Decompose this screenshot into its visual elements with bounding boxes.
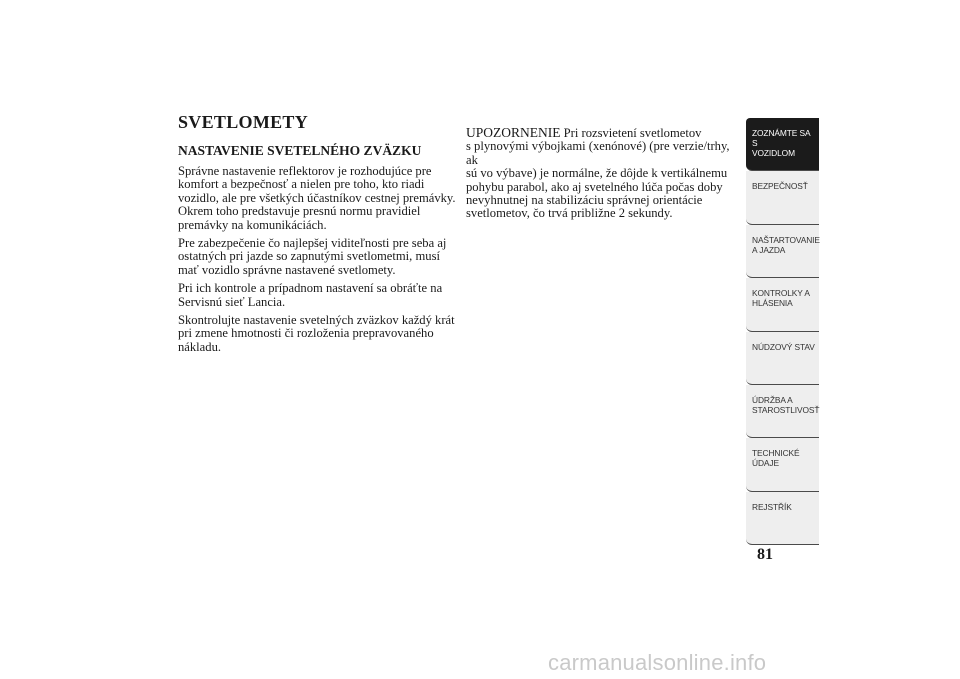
section-title: SVETLOMETY bbox=[178, 112, 309, 132]
paragraph-3: Pri ich kontrole a prípadnom nastavení sa obráťte na Servisnú sieť Lancia. bbox=[178, 281, 443, 309]
tab-introduction[interactable]: ZOZNÁMTE SA S VOZIDLOM bbox=[746, 118, 819, 171]
watermark: carmanualsonline.info bbox=[548, 650, 767, 675]
paragraph-2: Pre zabezpečenie čo najlepšej viditeľnosti pre seba aj ostatných pri jazde so zapnutými svetlometmi, musí mať vozidlo správne nastavené svetlomety. bbox=[178, 236, 447, 277]
note-label: UPOZORNENIE bbox=[466, 125, 561, 140]
tab-warning-lights[interactable]: KONTROLKY A HLÁSENIA bbox=[746, 278, 819, 331]
warning-note: UPOZORNENIE Pri rozsvietení svetlometov s plynovými výbojkami (xenónové) (pre verzie/trhy, ak sú vo výbave) je normálne, že dôjde k vertikálnemu pohybu parabol, ako aj svetelného lúča počas doby nevyhnutnej na stabilizáciu správnej orientácie svetlometov, čo trvá približne 2 sekundy. bbox=[466, 125, 730, 221]
paragraph-4: Skontrolujte nastavenie svetelných zväzkov každý krát pri zmene hmotnosti či rozloženia prepravovaného nákladu. bbox=[178, 313, 455, 354]
tab-emergency[interactable]: NÚDZOVÝ STAV bbox=[746, 332, 819, 385]
tab-index[interactable]: REJSTŘÍK bbox=[746, 492, 819, 545]
tab-maintenance[interactable]: ÚDRŽBA A STAROSTLIVOSŤ bbox=[746, 385, 819, 438]
tab-safety[interactable]: BEZPEČNOSŤ bbox=[746, 171, 819, 224]
main-text-column bbox=[178, 112, 458, 359]
chapter-tabs bbox=[746, 118, 819, 545]
subsection-title: NASTAVENIE SVETELNÉHO ZVÄZKU bbox=[178, 143, 422, 158]
note-column bbox=[466, 126, 742, 221]
paragraph-1: Správne nastavenie reflektorov je rozhodujúce pre komfort a bezpečnosť a nielen pre toho, kto riadi vozidlo, ale pre všetkých účastníkov cestnej premávky. Okrem toho predstavuje presnú normu pravidiel premávky na komunikáciách. bbox=[178, 164, 456, 232]
tab-starting-driving[interactable]: NAŠTARTOVANIE A JAZDA bbox=[746, 225, 819, 278]
tab-technical-data[interactable]: TECHNICKÉ ÚDAJE bbox=[746, 438, 819, 491]
page-number: 81 bbox=[757, 546, 773, 563]
